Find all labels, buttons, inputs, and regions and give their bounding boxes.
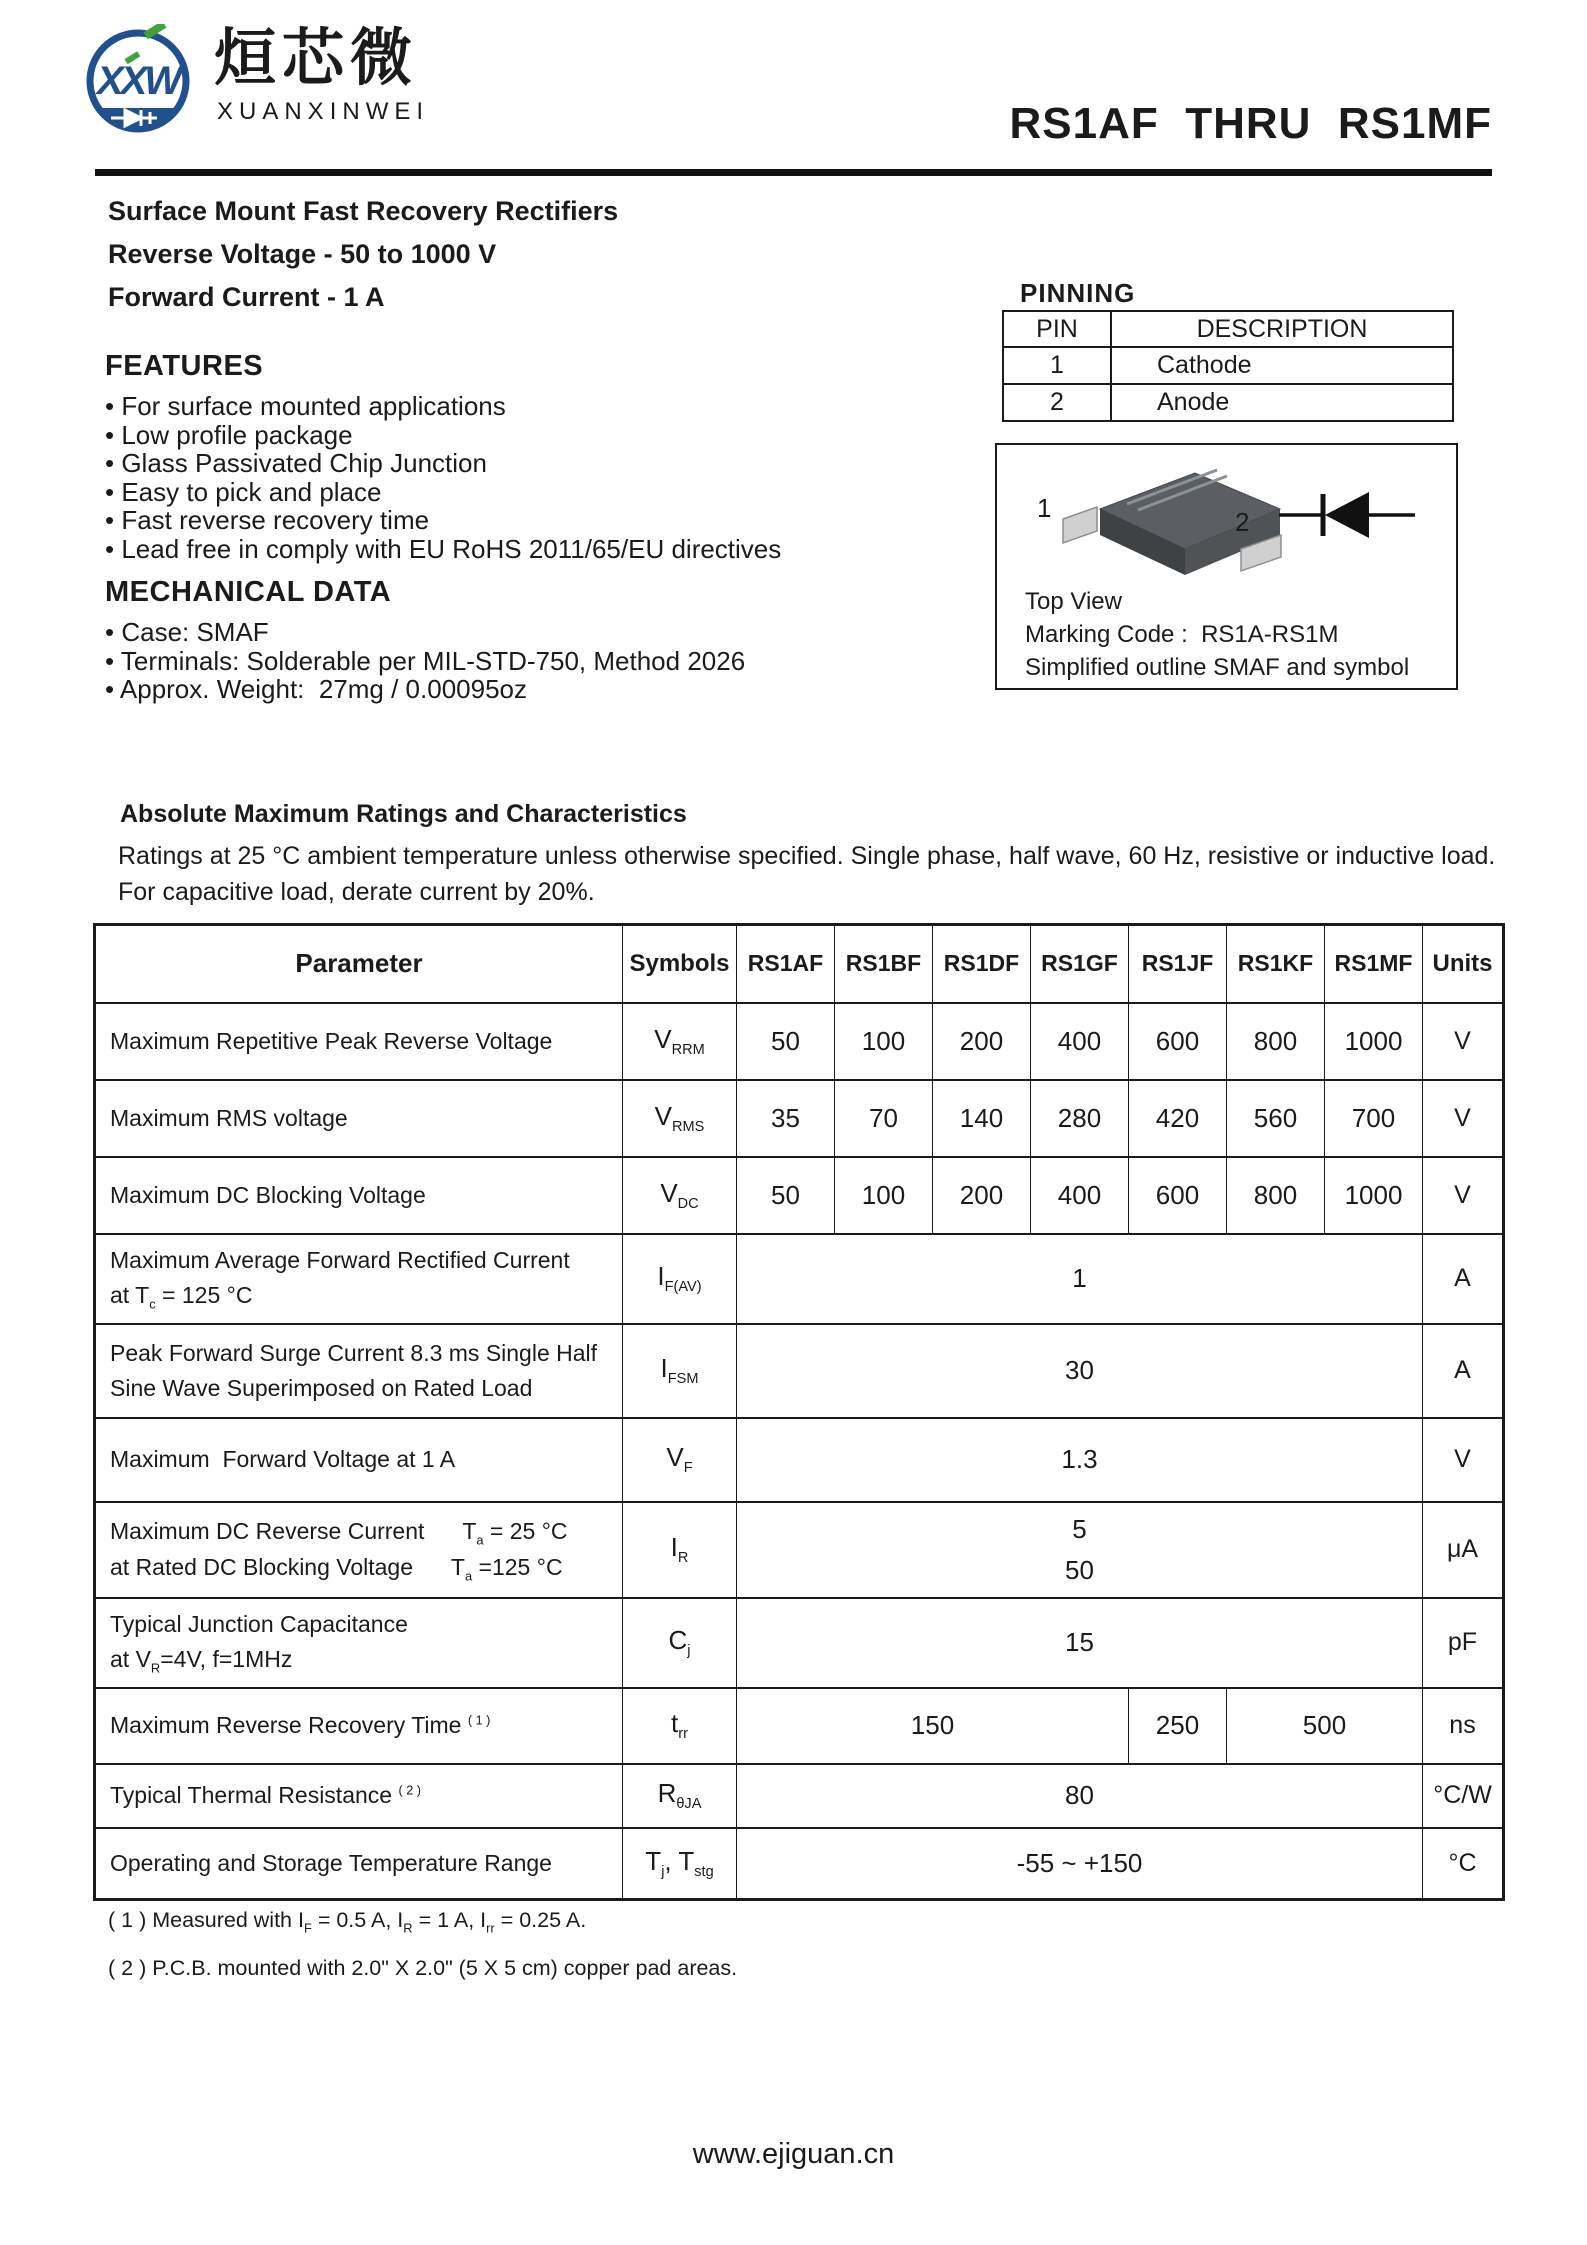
param-cell: Maximum RMS voltage (95, 1080, 623, 1157)
ratings-col-header: RS1AF (737, 925, 835, 1003)
symbol-cell: $T_j$, $T_{stg}$ (623, 1828, 737, 1900)
logo-latin-name: XUANXINWEI (217, 98, 430, 125)
package-captions (1025, 585, 1409, 684)
unit-cell: A (1423, 1234, 1504, 1324)
mechanical-list (105, 618, 1005, 704)
param-cell: Operating and Storage Temperature Range (95, 1828, 623, 1900)
symbol-cell: $V_{DC}$ (623, 1157, 737, 1234)
package-caption-line: Simplified outline SMAF and symbol (1025, 654, 1410, 681)
pinning-title: PINNING (1020, 278, 1136, 308)
pinning-table (1002, 310, 1454, 422)
unit-cell: V (1423, 1418, 1504, 1502)
unit-cell: μA (1423, 1502, 1504, 1598)
diode-symbol-icon (1277, 487, 1417, 543)
feature-item: • Lead free in comply with EU RoHS 2011/65/EU directives (105, 533, 782, 564)
value-cell: 80 (737, 1764, 1423, 1828)
value-cell: -55 ~ +150 (737, 1828, 1423, 1900)
summary-line: Forward Current - 1 A (108, 282, 385, 312)
pinning-row (1003, 347, 1453, 384)
param-cell: Maximum Reverse Recovery Time $^{( 1 )}$ (95, 1688, 623, 1764)
footer-url: www.ejiguan.cn (692, 2138, 895, 2170)
package-outline-box (995, 443, 1458, 690)
features-section (105, 350, 1005, 563)
features-list (105, 392, 1005, 563)
value-cell: 140 (933, 1080, 1031, 1157)
param-cell: Maximum Forward Voltage at 1 A (95, 1418, 623, 1502)
ratings-table (93, 923, 1505, 1901)
pinning-row (1003, 384, 1453, 421)
symbol-cell: $V_{RMS}$ (623, 1080, 737, 1157)
param-cell: Maximum Repetitive Peak Reverse Voltage (95, 1003, 623, 1080)
ratings-col-header: RS1GF (1031, 925, 1129, 1003)
unit-cell: °C/W (1423, 1764, 1504, 1828)
pin2-label: 2 (1235, 507, 1250, 537)
unit-cell: A (1423, 1324, 1504, 1418)
logo-chinese-name: 烜芯微 (214, 24, 419, 93)
ratings-row (95, 1598, 1504, 1688)
value-cell: 1000 (1325, 1003, 1423, 1080)
footnote: ( 2 ) P.C.B. mounted with 2.0" X 2.0" (5 X 5 cm) copper pad areas. (108, 1956, 738, 1981)
symbol-cell: $I_R$ (623, 1502, 737, 1598)
unit-cell: V (1423, 1003, 1504, 1080)
feature-item: • Fast reverse recovery time (105, 505, 430, 535)
value-cell: 500 (1227, 1688, 1423, 1764)
param-cell: Typical Junction Capacitance at $V_R=4V$, f=1MHz (95, 1598, 623, 1688)
mechanical-data-section (105, 576, 1005, 704)
value-cell: 1.3 (737, 1418, 1423, 1502)
pin1-label: 1 (1037, 493, 1052, 523)
value-cell: 70 (835, 1080, 933, 1157)
pinning-col-pin: PIN (1003, 311, 1111, 347)
page-title: RS1AF THRU RS1MF (1009, 99, 1492, 148)
symbol-cell: $V_F$ (623, 1418, 737, 1502)
ratings-row (95, 1418, 1504, 1502)
mechanical-item: • Terminals: Solderable per MIL-STD-750, Method 2026 (105, 645, 746, 676)
ratings-col-header: Units (1423, 925, 1504, 1003)
param-cell: Maximum Average Forward Rectified Current at $T_c = 125$ °C (95, 1234, 623, 1324)
summary-line: Surface Mount Fast Recovery Rectifiers (108, 196, 619, 226)
value-cell: 15 (737, 1598, 1423, 1688)
value-cell: 420 (1129, 1080, 1227, 1157)
ratings-row (95, 1688, 1504, 1764)
ratings-col-header: RS1BF (835, 925, 933, 1003)
value-cell: 100 (835, 1003, 933, 1080)
logo-monogram-icon (78, 24, 206, 140)
symbol-cell: $V_{RRM}$ (623, 1003, 737, 1080)
mechanical-title: MECHANICAL DATA (105, 576, 392, 608)
value-cell: 800 (1227, 1157, 1325, 1234)
ratings-row (95, 1003, 1504, 1080)
value-cell: 700 (1325, 1080, 1423, 1157)
symbol-cell: $t_{rr}$ (623, 1688, 737, 1764)
value-cell: 5 50 (737, 1502, 1423, 1598)
smaf-package-drawing (1045, 457, 1295, 587)
ratings-row (95, 1157, 1504, 1234)
symbol-cell: $I_{F(AV)}$ (623, 1234, 737, 1324)
unit-cell: ns (1423, 1688, 1504, 1764)
unit-cell: °C (1423, 1828, 1504, 1900)
footnotes (108, 1908, 737, 2002)
value-cell: 1 (737, 1234, 1423, 1324)
ratings-col-header: RS1DF (933, 925, 1031, 1003)
symbol-cell: $C_j$ (623, 1598, 737, 1688)
value-cell: 100 (835, 1157, 933, 1234)
pin-number: 1 (1003, 347, 1111, 384)
product-summary (108, 198, 868, 327)
ratings-note-line: For capacitive load, derate current by 20%. (118, 878, 595, 906)
param-cell: Typical Thermal Resistance $^{( 2 )}$ (95, 1764, 623, 1828)
mechanical-item: • Approx. Weight: 27mg / 0.00095oz (105, 674, 527, 704)
ratings-col-header: RS1JF (1129, 925, 1227, 1003)
value-cell: 400 (1031, 1157, 1129, 1234)
unit-cell: pF (1423, 1598, 1504, 1688)
symbol-cell: $I_{FSM}$ (623, 1324, 737, 1418)
value-cell: 50 (737, 1157, 835, 1234)
param-cell: Maximum DC Blocking Voltage (95, 1157, 623, 1234)
feature-item: • Low profile package (105, 419, 353, 450)
value-cell: 30 (737, 1324, 1423, 1418)
value-cell: 50 (737, 1003, 835, 1080)
ratings-row (95, 1080, 1504, 1157)
value-cell: 250 (1129, 1688, 1227, 1764)
features-title: FEATURES (105, 350, 264, 382)
value-cell: 1000 (1325, 1157, 1423, 1234)
unit-cell: V (1423, 1157, 1504, 1234)
ratings-row (95, 1234, 1504, 1324)
ratings-header-row (95, 925, 1504, 1003)
svg-text:XXW: XXW (96, 59, 180, 103)
param-cell: Maximum DC Reverse Current $T_a = 25$ °C at Rated DC Blocking Voltage $T_a =125$ °C (95, 1502, 623, 1598)
ratings-row (95, 1764, 1504, 1828)
ratings-col-header: RS1MF (1325, 925, 1423, 1003)
feature-item: • For surface mounted applications (105, 391, 506, 421)
pin-description: Cathode (1111, 347, 1453, 384)
footnote: ( 1 ) Measured with $I_F = 0.5$ A, $I_R = 1$ A, $I_{rr} = 0.25$ A. (108, 1908, 587, 1936)
package-caption-line: Top View (1025, 588, 1122, 615)
summary-line: Reverse Voltage - 50 to 1000 V (108, 239, 497, 269)
pin-description: Anode (1111, 384, 1453, 421)
value-cell: 600 (1129, 1157, 1227, 1234)
mechanical-item: • Case: SMAF (105, 617, 269, 647)
value-cell: 200 (933, 1157, 1031, 1234)
value-cell: 600 (1129, 1003, 1227, 1080)
ratings-row (95, 1828, 1504, 1900)
feature-item: • Easy to pick and place (105, 476, 382, 507)
feature-item: • Glass Passivated Chip Junction (105, 448, 487, 478)
ratings-note-line: Ratings at 25 °C ambient temperature unless otherwise specified. Single phase, half wave, 60 Hz, resistive or inductive load. (118, 842, 1496, 870)
symbol-cell: $R_{\theta JA}$ (623, 1764, 737, 1828)
header-rule (95, 169, 1492, 176)
value-cell: 150 (737, 1688, 1129, 1764)
package-caption-line: Marking Code : RS1A-RS1M (1025, 621, 1339, 648)
ratings-row (95, 1324, 1504, 1418)
value-cell: 280 (1031, 1080, 1129, 1157)
pinning-header-row (1003, 311, 1453, 347)
pinning-col-description: DESCRIPTION (1111, 311, 1453, 347)
value-cell: 400 (1031, 1003, 1129, 1080)
value-cell: 35 (737, 1080, 835, 1157)
ratings-row (95, 1502, 1504, 1598)
ratings-col-header: Symbols (623, 925, 737, 1003)
unit-cell: V (1423, 1080, 1504, 1157)
pin-number: 2 (1003, 384, 1111, 421)
ratings-col-header: Parameter (95, 925, 623, 1003)
ratings-title: Absolute Maximum Ratings and Characteristics (120, 800, 687, 828)
value-cell: 560 (1227, 1080, 1325, 1157)
param-cell: Peak Forward Surge Current 8.3 ms Single Half Sine Wave Superimposed on Rated Load (95, 1324, 623, 1418)
value-cell: 800 (1227, 1003, 1325, 1080)
value-cell: 200 (933, 1003, 1031, 1080)
ratings-col-header: RS1KF (1227, 925, 1325, 1003)
ratings-notes (118, 838, 1518, 910)
page-footer (0, 2138, 1587, 2171)
